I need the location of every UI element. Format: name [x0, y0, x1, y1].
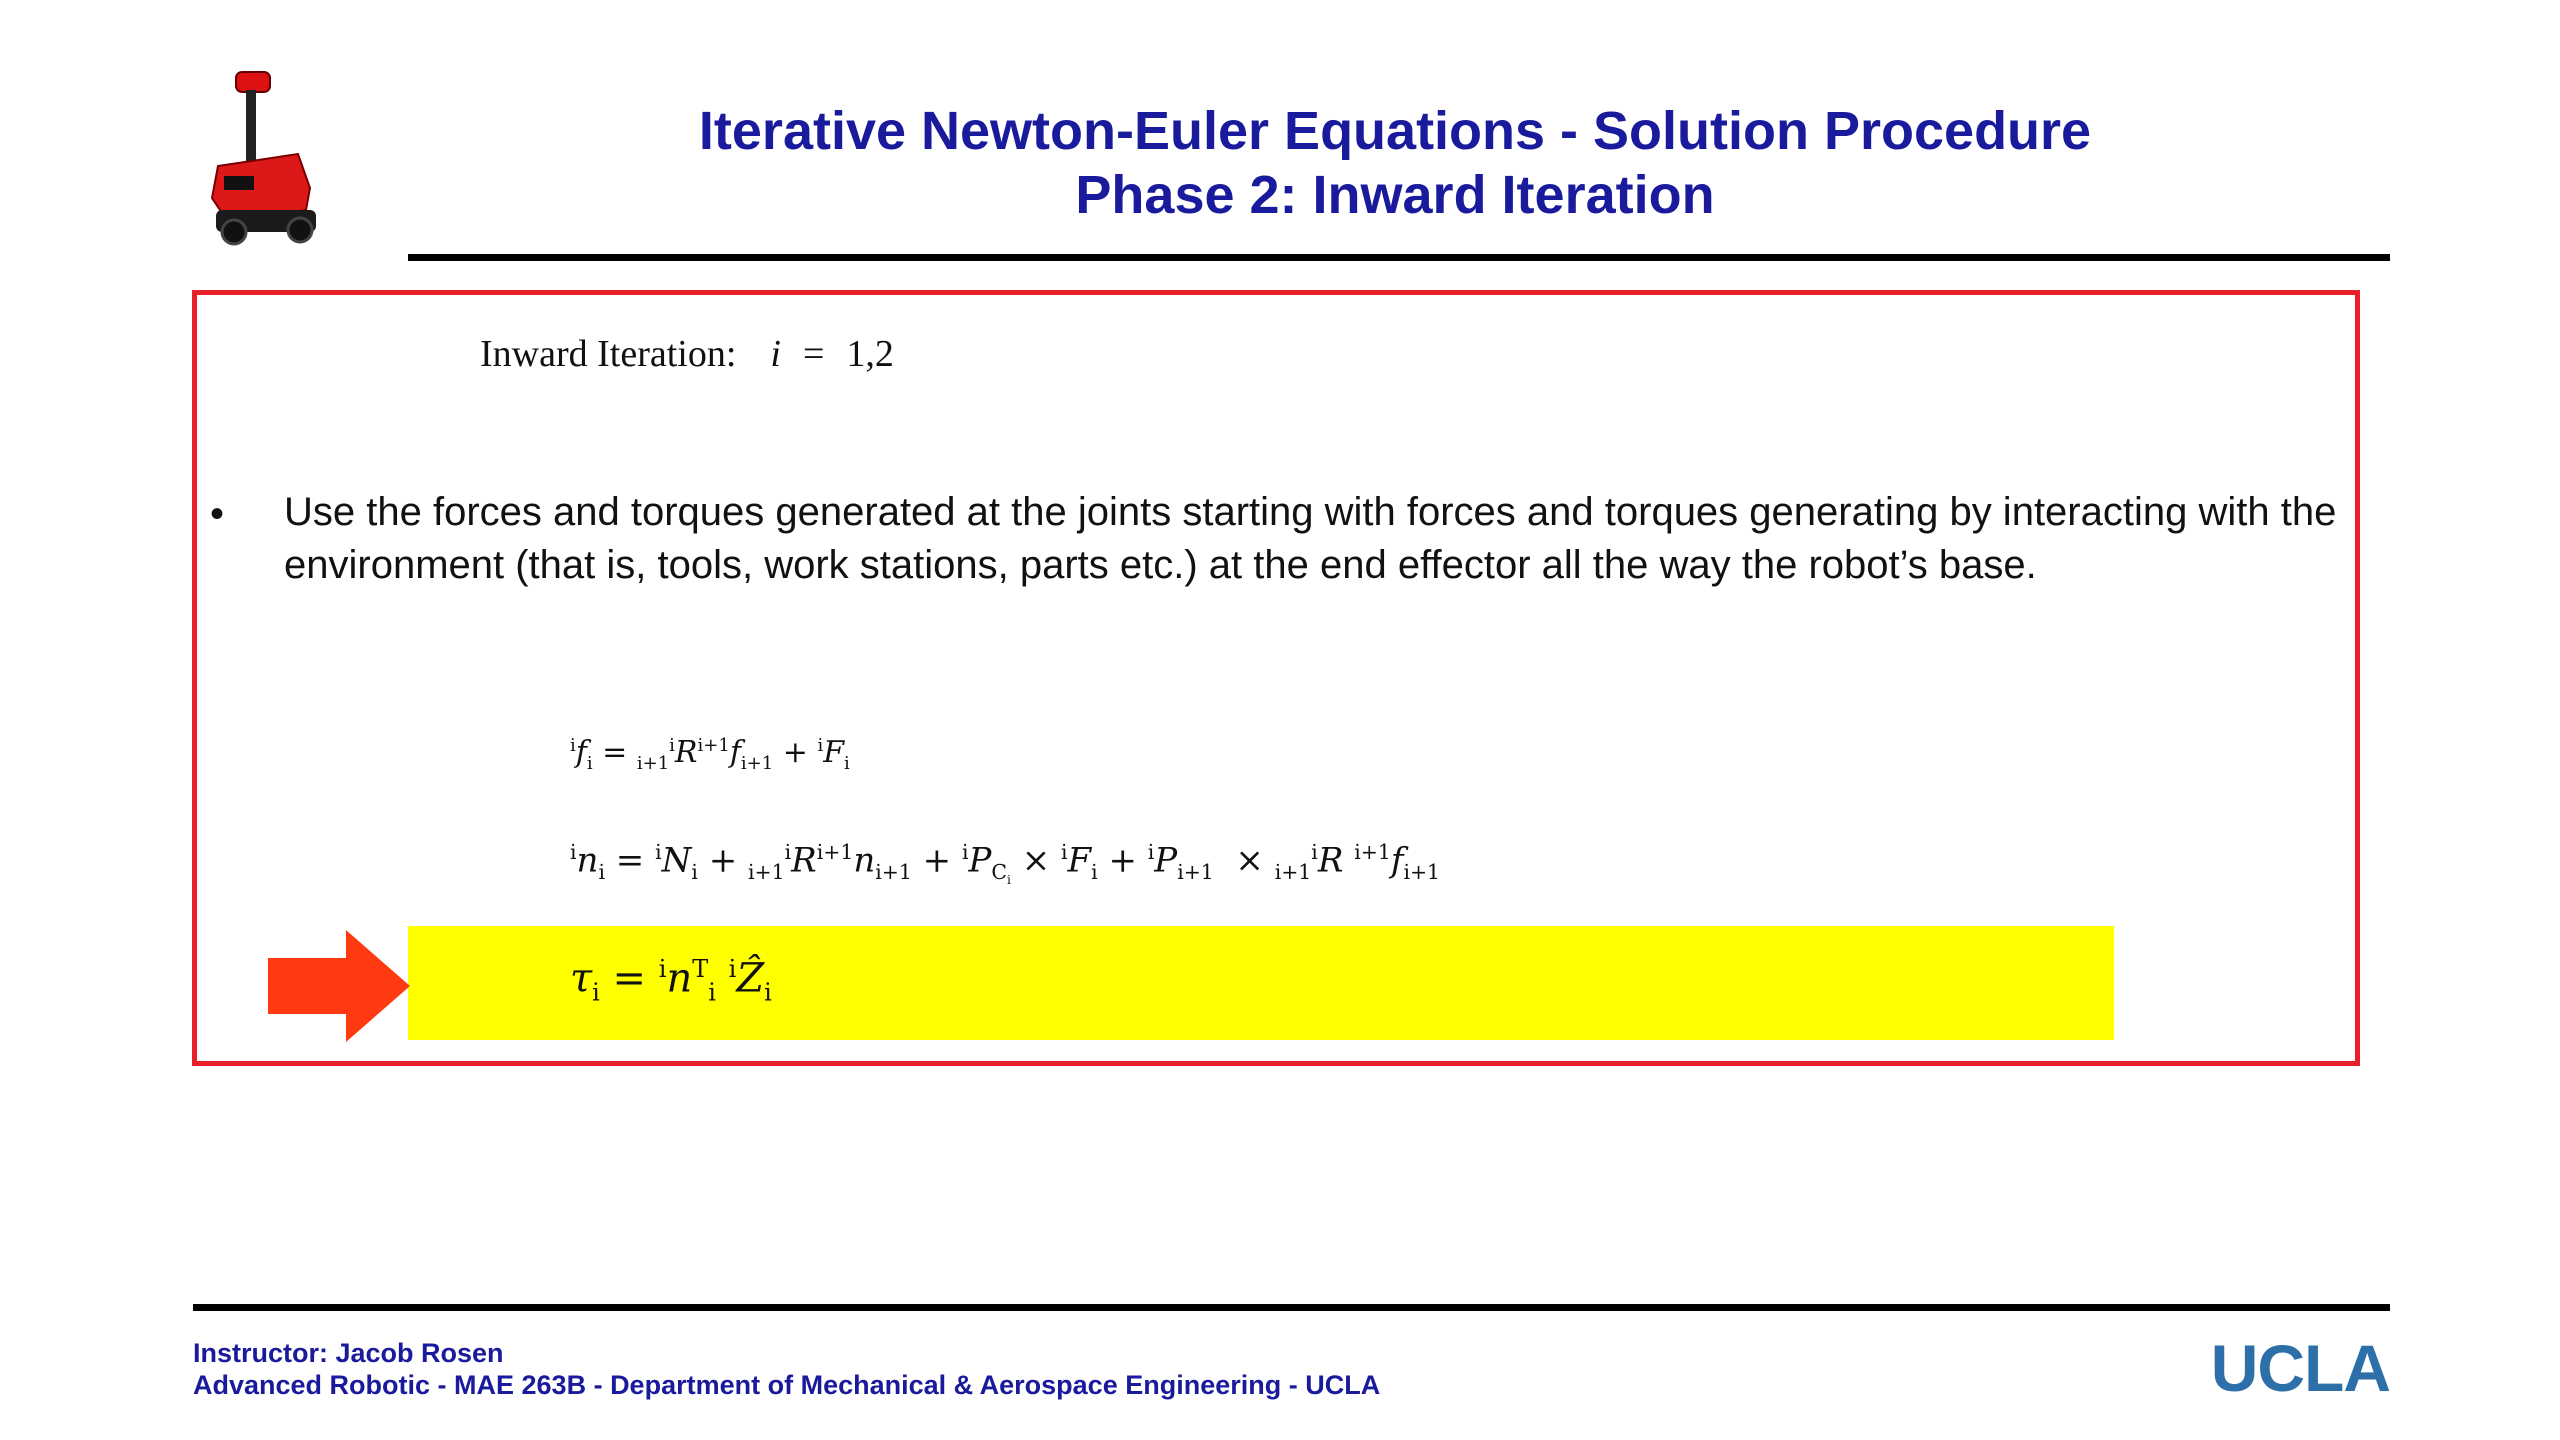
slide-subtitle: Phase 2: Inward Iteration	[1075, 165, 1715, 225]
robot-icon	[188, 70, 398, 250]
header-divider	[408, 254, 2390, 261]
iteration-label: Inward Iteration:	[480, 333, 737, 375]
iteration-values: 1,2	[846, 333, 894, 375]
slide-title: Iterative Newton-Euler Equations - Solution Procedure	[698, 101, 2092, 161]
course-text: Advanced Robotic - MAE 263B - Department of Mechanical & Aerospace Engineering - UCLA	[193, 1370, 1381, 1400]
force-equation: $^if_i = _{i+1}^iR^{i+1}f_{i+1} + ^iF_i$	[570, 735, 850, 774]
iteration-equals: =	[802, 333, 825, 375]
ucla-logo: UCLA	[2210, 1331, 2390, 1405]
bullet-text: Use the forces and torques generated at the joints starting with forces and torques generating by interacting with the environment (that is, tools, work stations, parts etc.) at the end effector all the way the robot’s base.	[284, 490, 2337, 587]
footer-divider	[193, 1304, 2390, 1311]
iteration-line	[480, 332, 894, 376]
iteration-variable: i	[770, 333, 781, 375]
joint-torque-equation: $\tau_i = ^in^T_i$ $^i$Ẑ$_i$	[570, 955, 772, 1007]
torque-equation: $^in_i = ^iN_i + _{i+1}^iR^{i+1}n_{i+1} + ^iP_{C_i} \times ^iF_i + ^iP_{i+1} \times _{i+1}^iR$ $^{i+1}f_{i+1}$	[570, 840, 1441, 888]
bullet-icon: •	[210, 492, 225, 536]
right-arrow-icon	[268, 930, 410, 1042]
instructor-text: Instructor: Jacob Rosen	[193, 1338, 504, 1368]
